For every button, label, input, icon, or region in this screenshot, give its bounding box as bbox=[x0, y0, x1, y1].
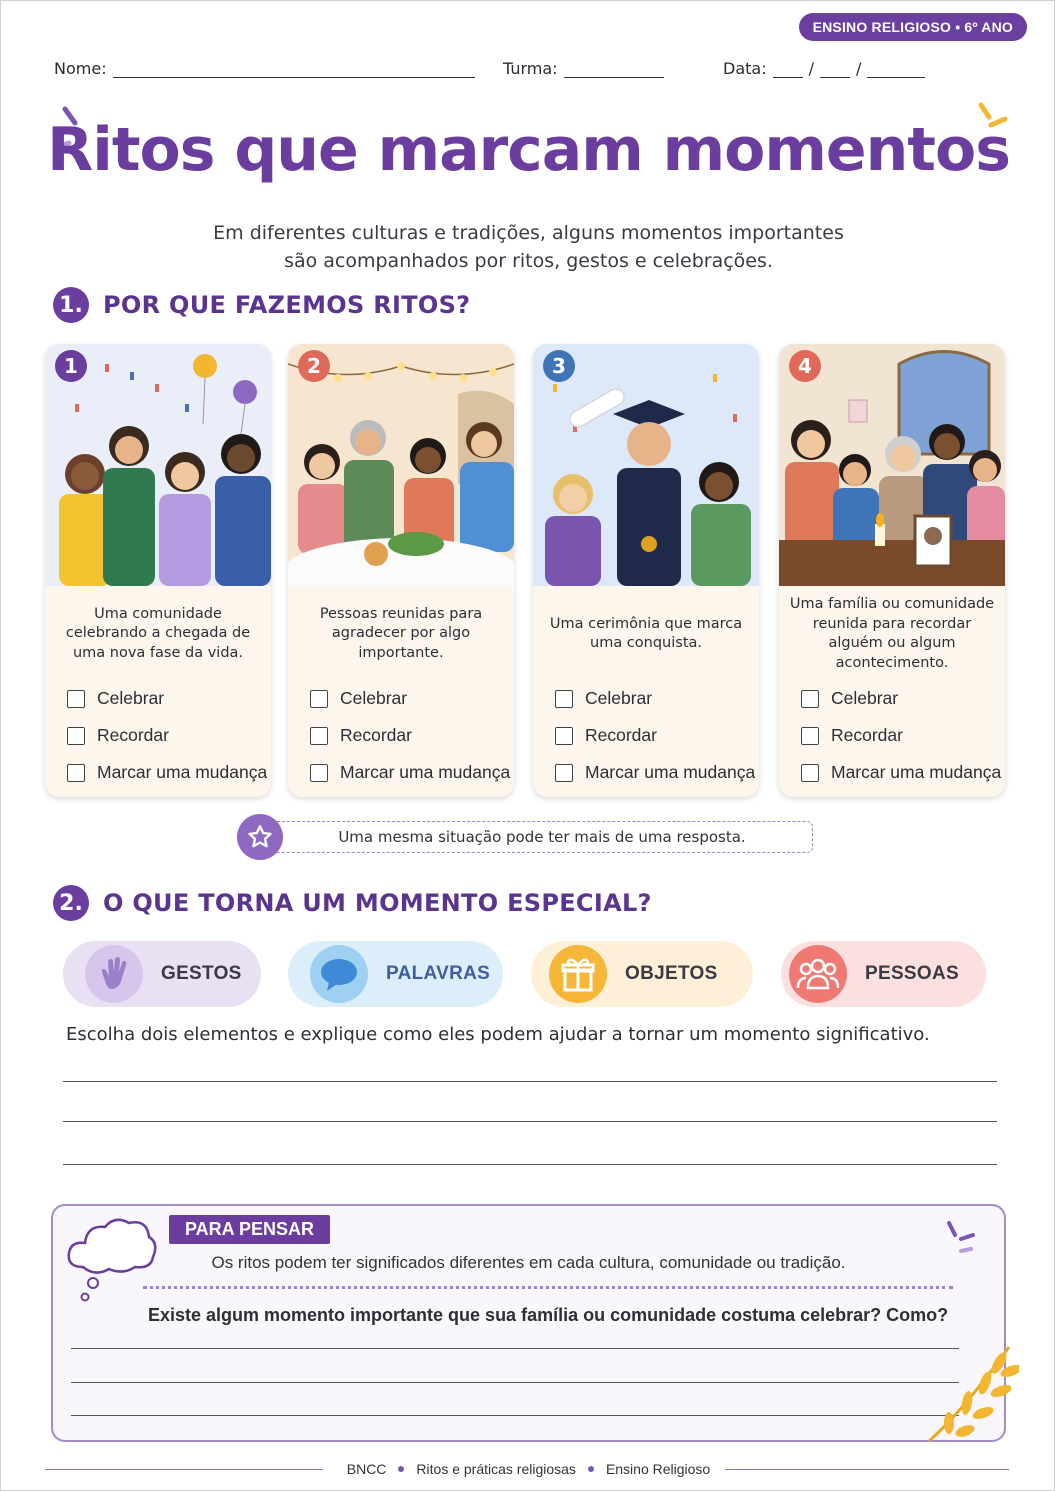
name-label: Nome: bbox=[54, 59, 107, 78]
element-objetos bbox=[531, 941, 753, 1007]
element-label: GESTOS bbox=[161, 963, 242, 984]
answer-line[interactable] bbox=[63, 1164, 997, 1165]
card-description: Pessoas reunidas para agradecer por algo importante. bbox=[319, 605, 483, 661]
element-palavras bbox=[288, 941, 503, 1007]
option-marcar-mudanca[interactable] bbox=[310, 754, 510, 791]
option-label: Celebrar bbox=[831, 688, 899, 708]
page-subtitle bbox=[1, 219, 1055, 275]
option-recordar[interactable] bbox=[67, 717, 267, 754]
section-title: POR QUE FAZEMOS RITOS? bbox=[103, 291, 471, 319]
element-label: PALAVRAS bbox=[386, 963, 491, 984]
tip-box: Uma mesma situação pode ter mais de uma resposta. bbox=[271, 821, 813, 853]
footer-subject: Ensino Religioso bbox=[605, 1461, 711, 1477]
card-options bbox=[801, 680, 1001, 791]
date-separator: / bbox=[808, 59, 814, 78]
checkbox[interactable] bbox=[801, 727, 819, 745]
date-day-line[interactable] bbox=[773, 62, 803, 78]
date-field[interactable] bbox=[723, 59, 925, 78]
card-number: 4 bbox=[789, 350, 821, 382]
option-label: Recordar bbox=[585, 725, 657, 745]
checkbox[interactable] bbox=[801, 764, 819, 782]
footer bbox=[1, 1461, 1055, 1477]
leaf-branch-icon bbox=[923, 1341, 1019, 1447]
class-label: Turma: bbox=[503, 59, 558, 78]
card-description: Uma família ou comunidade reunida para recordar alguém ou algum acontecimento. bbox=[789, 596, 995, 671]
rite-card-3 bbox=[533, 344, 759, 797]
para-pensar-question: Existe algum momento importante que sua família ou comunidade costuma celebrar? Como? bbox=[148, 1305, 949, 1325]
checkbox[interactable] bbox=[555, 727, 573, 745]
option-celebrar[interactable] bbox=[310, 680, 510, 717]
date-year-line[interactable] bbox=[867, 62, 925, 78]
checkbox[interactable] bbox=[555, 764, 573, 782]
celebration-illustration bbox=[45, 344, 271, 586]
option-marcar-mudanca[interactable] bbox=[555, 754, 755, 791]
option-label: Marcar uma mudança bbox=[340, 762, 511, 782]
thanksgiving-dinner-illustration bbox=[288, 344, 514, 586]
people-icon bbox=[789, 945, 847, 1003]
checkbox[interactable] bbox=[67, 727, 85, 745]
instruction-text: Escolha dois elementos e explique como eles podem ajudar a tornar um momento significativo. bbox=[66, 1024, 930, 1045]
answer-line[interactable] bbox=[71, 1348, 959, 1349]
dotted-divider bbox=[143, 1286, 953, 1289]
option-recordar[interactable] bbox=[310, 717, 510, 754]
remembrance-illustration bbox=[779, 344, 1005, 586]
date-separator: / bbox=[855, 59, 862, 78]
option-label: Marcar uma mudança bbox=[585, 762, 756, 782]
answer-line[interactable] bbox=[71, 1415, 959, 1416]
option-label: Celebrar bbox=[97, 688, 165, 708]
section-1-header bbox=[53, 287, 470, 323]
option-label: Marcar uma mudança bbox=[97, 762, 268, 782]
sparkle-small-icon bbox=[939, 1217, 983, 1261]
checkbox[interactable] bbox=[310, 727, 328, 745]
card-number: 2 bbox=[298, 350, 330, 382]
card-number: 1 bbox=[55, 350, 87, 382]
footer-bncc: BNCC bbox=[346, 1461, 387, 1477]
date-month-line[interactable] bbox=[820, 62, 850, 78]
bullet-dot bbox=[588, 1466, 594, 1472]
card-options bbox=[555, 680, 755, 791]
speech-bubble-icon bbox=[310, 945, 368, 1003]
gift-icon bbox=[549, 945, 607, 1003]
option-label: Recordar bbox=[97, 725, 169, 745]
option-marcar-mudanca[interactable] bbox=[67, 754, 267, 791]
option-marcar-mudanca[interactable] bbox=[801, 754, 1001, 791]
grade-badge: ENSINO RELIGIOSO • 6º ANO bbox=[799, 13, 1027, 41]
footer-topic: Ritos e práticas religiosas bbox=[416, 1461, 576, 1477]
option-label: Celebrar bbox=[340, 688, 408, 708]
option-label: Marcar uma mudança bbox=[831, 762, 1002, 782]
date-label: Data: bbox=[723, 59, 767, 78]
page-title: Ritos que marcam momentos bbox=[47, 115, 1010, 185]
option-label: Recordar bbox=[831, 725, 903, 745]
element-pessoas bbox=[781, 941, 986, 1007]
checkbox[interactable] bbox=[67, 764, 85, 782]
card-description: Uma comunidade celebrando a chegada de uma nova fase da vida. bbox=[65, 605, 251, 661]
option-label: Celebrar bbox=[585, 688, 653, 708]
para-pensar-text: Os ritos podem ter significados diferentes em cada cultura, comunidade ou tradição. bbox=[211, 1253, 846, 1272]
option-celebrar[interactable] bbox=[555, 680, 755, 717]
section-number: 1. bbox=[53, 287, 89, 323]
card-number: 3 bbox=[543, 350, 575, 382]
rite-card-4 bbox=[779, 344, 1005, 797]
class-line[interactable] bbox=[564, 62, 664, 78]
checkbox[interactable] bbox=[555, 690, 573, 708]
checkbox[interactable] bbox=[67, 690, 85, 708]
card-description: Uma cerimônia que marca uma conquista. bbox=[549, 615, 743, 651]
graduation-illustration bbox=[533, 344, 759, 586]
answer-line[interactable] bbox=[63, 1081, 997, 1082]
section-title: O QUE TORNA UM MOMENTO ESPECIAL? bbox=[103, 889, 652, 917]
class-field[interactable] bbox=[503, 59, 664, 78]
star-icon bbox=[237, 814, 283, 860]
option-label: Recordar bbox=[340, 725, 412, 745]
hand-icon bbox=[85, 945, 143, 1003]
card-options bbox=[310, 680, 510, 791]
section-2-header bbox=[53, 885, 652, 921]
answer-line[interactable] bbox=[63, 1121, 997, 1122]
element-label: PESSOAS bbox=[865, 963, 959, 984]
subtitle-line: são acompanhados por ritos, gestos e celebrações. bbox=[284, 250, 773, 272]
option-celebrar[interactable] bbox=[801, 680, 1001, 717]
para-pensar-label: PARA PENSAR bbox=[169, 1215, 330, 1244]
option-recordar[interactable] bbox=[801, 717, 1001, 754]
checkbox[interactable] bbox=[310, 690, 328, 708]
element-gestos bbox=[63, 941, 261, 1007]
rite-card-2 bbox=[288, 344, 514, 797]
name-line[interactable] bbox=[113, 62, 475, 78]
subtitle-line: Em diferentes culturas e tradições, alguns momentos importantes bbox=[213, 222, 844, 244]
name-field[interactable] bbox=[54, 59, 475, 78]
answer-line[interactable] bbox=[71, 1382, 959, 1383]
bullet-dot bbox=[398, 1466, 404, 1472]
card-options bbox=[67, 680, 267, 791]
checkbox[interactable] bbox=[310, 764, 328, 782]
checkbox[interactable] bbox=[801, 690, 819, 708]
option-celebrar[interactable] bbox=[67, 680, 267, 717]
rite-card-1 bbox=[45, 344, 271, 797]
option-recordar[interactable] bbox=[555, 717, 755, 754]
section-number: 2. bbox=[53, 885, 89, 921]
element-label: OBJETOS bbox=[625, 963, 718, 984]
